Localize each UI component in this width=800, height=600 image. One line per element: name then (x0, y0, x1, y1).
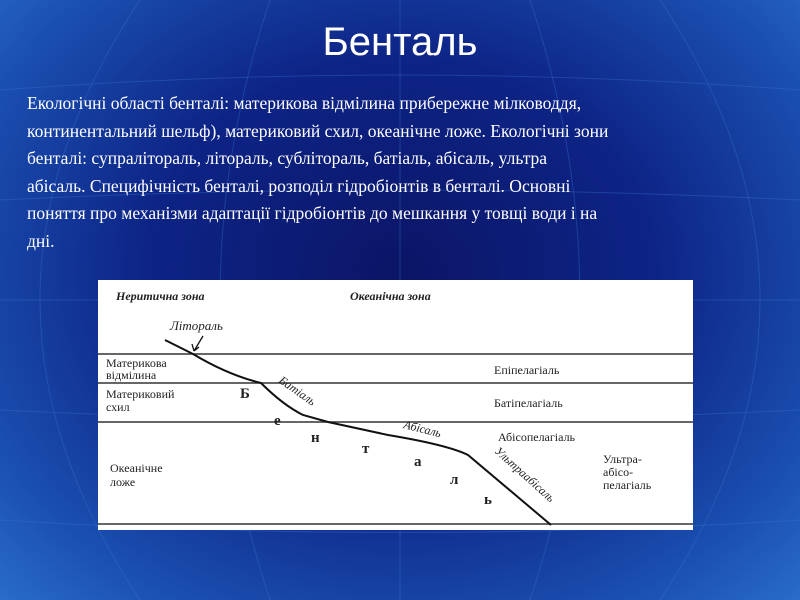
paragraph-line: Екологічні області бенталі: материкова відмілина прибережне мілководдя, (27, 93, 582, 113)
littoral-label: Літораль (170, 318, 223, 333)
littoral-arrow-icon (192, 336, 203, 351)
slope-label: схил (106, 400, 130, 414)
shelf-label: відмілина (106, 368, 157, 382)
oceanic-zone-label: Океанічна зона (350, 289, 431, 303)
ultra-abyssopelagial-label: абісо- (603, 465, 634, 479)
ocean-floor-label: Океанічне (110, 461, 163, 475)
paragraph-line: бенталі: супраліторaль, літораль, субліторaль, батіаль, абісаль, ультра (27, 148, 548, 168)
slide-paragraph (27, 90, 792, 255)
benthal-letter: е (274, 413, 281, 429)
benthal-letter: н (311, 430, 320, 446)
ocean-floor-label: ложе (110, 475, 136, 489)
slope-label: Материковий (106, 387, 175, 401)
abyssal-label: Абісаль (402, 417, 443, 441)
benthal-letter: ь (484, 492, 492, 508)
paragraph-line: абісаль. Специфічність бенталі, розподіл гідробіонтів в бенталі. Основні (27, 175, 571, 196)
ultra-abyssal-label: Ультраабісаль (491, 443, 558, 505)
ultra-abyssopelagial-label: Ультра- (603, 452, 642, 466)
epipelagial-label: Епіпелагіаль (494, 363, 560, 377)
benthal-letter: л (450, 472, 459, 488)
paragraph-line: поняття про механізми адаптації гідробіонтів до мешкання у товщі води і на (27, 203, 598, 223)
neritic-zone-label: Неритична зона (116, 289, 205, 303)
benthal-letter: т (362, 441, 370, 457)
benthal-zones-diagram (98, 280, 693, 530)
abyssopelagial-label: Абісопелагіаль (498, 430, 576, 444)
shelf-label: Материкова (106, 356, 167, 370)
paragraph-line: континентальний шельф), материковий схил, океанічне ложе. Екологічні зони (27, 120, 609, 141)
bathypelagial-label: Батіпелагіаль (494, 396, 563, 410)
benthal-letter: а (414, 454, 422, 470)
slide-title: Бенталь (322, 20, 478, 64)
benthal-letter: Б (240, 386, 250, 402)
ultra-abyssopelagial-label: пелагіаль (603, 478, 652, 492)
paragraph-line: дні. (27, 230, 55, 251)
bathyal-label: Батіаль (276, 372, 319, 409)
